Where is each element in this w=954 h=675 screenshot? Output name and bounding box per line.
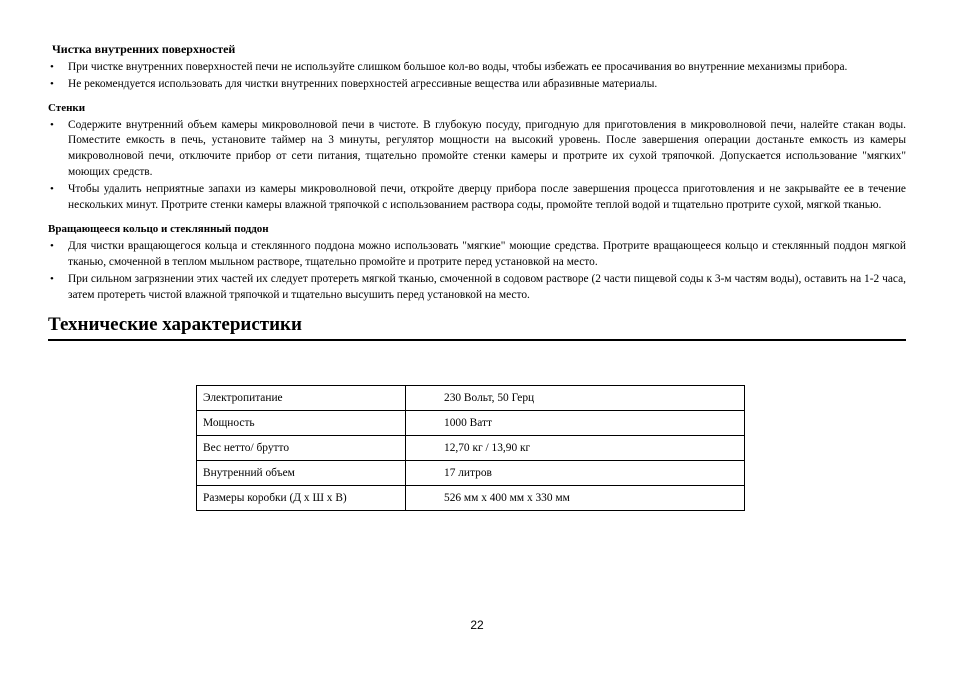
spec-key: Вес нетто/ брутто <box>197 436 406 461</box>
list-item-text: Для чистки вращающегося кольца и стеклянного поддона можно использовать "мягкие" моющие средства. Протрите вращающееся кольцо и стеклянный поддон мягкой тканью, смоченной в теплом мыльном растворе, тщательно промойте и протрите перед установкой на место. <box>68 240 906 269</box>
list-item <box>48 239 906 271</box>
walls-list <box>48 118 906 214</box>
ring-heading: Вращающееся кольцо и стеклянный поддон <box>48 223 269 236</box>
list-item-text: Не рекомендуется использовать для чистки внутренних поверхностей агрессивные вещества или абразивные материалы. <box>68 77 658 90</box>
bullet-icon: • <box>50 118 54 131</box>
spec-key: Электропитание <box>197 386 406 411</box>
spec-key: Мощность <box>197 411 406 436</box>
table-row <box>197 461 745 486</box>
page-number: 22 <box>470 618 484 632</box>
specs-heading: Технические характеристики <box>48 314 906 341</box>
cleaning-heading: Чистка внутренних поверхностей <box>52 42 236 56</box>
list-item <box>48 182 906 214</box>
table-row <box>197 436 745 461</box>
list-item-text: При чистке внутренних поверхностей печи не используйте слишком большое кол-во воды, чтобы избежать ее просачивания во внутренние механизмы прибора. <box>68 61 848 73</box>
cleaning-list <box>48 60 906 93</box>
spec-key: Размеры коробки (Д х Ш х В) <box>197 486 406 511</box>
spec-value: 1000 Ватт <box>406 411 745 436</box>
table-row <box>197 411 745 436</box>
list-item <box>48 60 906 76</box>
manual-page <box>48 42 906 341</box>
spec-value: 526 мм х 400 мм х 330 мм <box>406 486 745 511</box>
spec-value: 230 Вольт, 50 Герц <box>406 386 745 411</box>
bullet-icon: • <box>50 272 54 285</box>
list-item-text: При сильном загрязнении этих частей их следует протереть мягкой тканью, смоченной в содовом растворе (2 части пищевой соды к 3-м частям воды), оставить на 1-2 часа, затем протереть чистой влажной тряпочкой и тщательно высушить перед установкой на место. <box>68 272 906 301</box>
spec-key: Внутренний объем <box>197 461 406 486</box>
spec-value: 12,70 кг / 13,90 кг <box>406 436 745 461</box>
bullet-icon: • <box>50 240 54 253</box>
table-row <box>197 486 745 511</box>
list-item <box>48 118 906 181</box>
list-item-text: Содержите внутренний объем камеры микроволновой печи в чистоте. В глубокую посуду, пригодную для приготовления в микроволновой печи, налейте стакан воды. Поместите емкость в печь, установите таймер на 3 минуты, регулятор мощности на высокий уровень. После завершения операции достаньте емкость из камеры микроволновой печи, отключите прибор от сети питания, тщательно промойте стенки камеры и протрите их сухой тряпочкой. Допускается использование "мягких" моющих средств. <box>68 118 906 178</box>
table-row <box>197 386 745 411</box>
list-item-text: Чтобы удалить неприятные запахи из камеры микроволновой печи, откройте дверцу прибора после завершения процесса приготовления и не закрывайте ее в течение нескольких минут. Протрите стенки камеры влажной тряпочкой с использованием раствора соды, промойте теплой водой и тщательно протрите сухой, мягкой тканью. <box>68 182 906 211</box>
specs-table <box>196 385 745 511</box>
spec-value: 17 литров <box>406 461 745 486</box>
bullet-icon: • <box>50 182 54 195</box>
bullet-icon: • <box>50 61 54 73</box>
list-item <box>48 272 906 304</box>
ring-list <box>48 239 906 303</box>
walls-heading: Стенки <box>48 101 86 114</box>
list-item <box>48 77 906 93</box>
bullet-icon: • <box>50 77 54 90</box>
